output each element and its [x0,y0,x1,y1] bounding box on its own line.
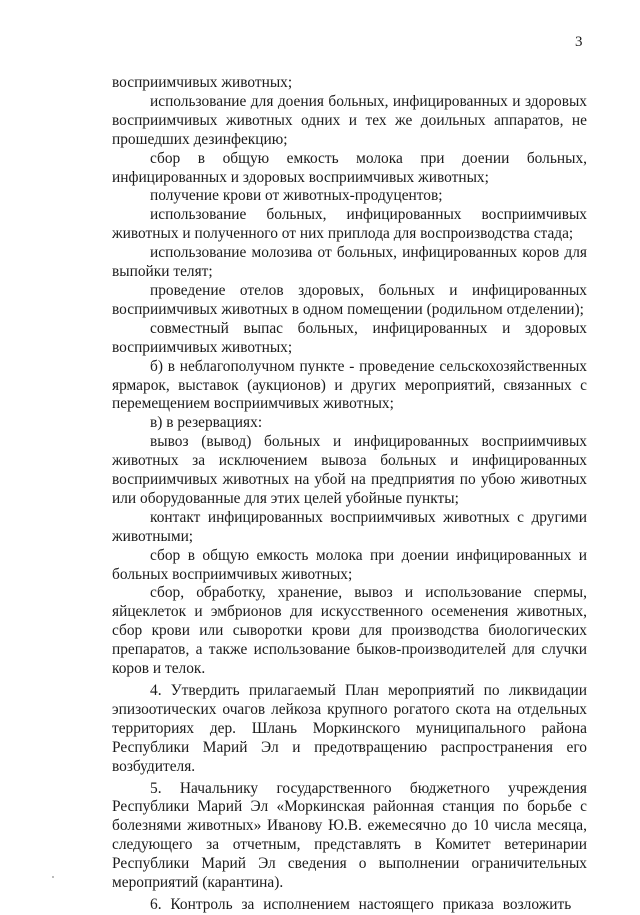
paragraph: использование больных, инфицированных восприимчивых животных и полученного от них приплода для воспроизводства стада; [112,206,587,243]
paragraph: вывоз (вывод) больных и инфицированных восприимчивых животных за исключением вывоза больных и инфицированных восприимчивых животных на убой на предприятия по убою животных или оборудованные для этих целей убойные пункты; [112,433,587,507]
paragraph: 6. Контроль за исполнением настоящего приказа возложить [150,895,572,913]
paragraph: совместный выпас больных, инфицированных и здоровых восприимчивых животных; [112,319,587,356]
paragraph: в) в резервациях: [150,414,263,432]
page-number: 3 [575,34,583,50]
paragraph: использование молозива от больных, инфицированных коров для выпойки телят; [112,244,587,281]
scan-artifact [52,876,54,878]
paragraph: сбор в общую емкость молока при доении инфицированных и больных восприимчивых животных; [112,546,587,583]
paragraph: б) в неблагополучном пункте - проведение сельскохозяйственных ярмарок, выставок (аукционов) и других мероприятий, связанных с перемещением восприимчивых животных; [112,357,587,413]
paragraph: контакт инфицированных восприимчивых животных с другими животными; [112,508,587,545]
paragraph: проведение отелов здоровых, больных и инфицированных восприимчивых животных в одном помещении (родильном отделении); [112,281,587,318]
paragraph: получение крови от животных-продуцентов; [150,187,443,205]
paragraph: сбор, обработку, хранение, вывоз и использование спермы, яйцеклеток и эмбрионов для искусственного осеменения животных, сбор крови или сыворотки крови для производства биологических препаратов, а также использование быков-производителей для случки коров и телок. [112,584,587,678]
document-body [112,74,587,915]
paragraph: 4. Утвердить прилагаемый План мероприятий по ликвидации эпизоотических очагов лейкоза крупного рогатого скота на отдельных территориях дер. Шлань Моркинского муниципального района Республики Марий Эл и предотвращению распространения его возбудителя. [112,682,587,775]
paragraph: использование для доения больных, инфицированных и здоровых восприимчивых животных одних и тех же доильных аппаратов, не прошедших дезинфекцию; [112,92,587,148]
paragraph: восприимчивых животных; [112,74,293,91]
paragraph: 5. Начальнику государственного бюджетного учреждения Республики Марий Эл «Моркинская районная станция по борьбе с болезнями животных» Иванову Ю.В. ежемесячно до 10 числа месяца, следующего за отчетным, представлять в Комитет ветеринарии Республики Марий Эл сведения о выполнении ограничительных мероприятий (карантина). [112,779,587,892]
paragraph: сбор в общую емкость молока при доении больных, инфицированных и здоровых восприимчивых животных; [112,149,587,186]
